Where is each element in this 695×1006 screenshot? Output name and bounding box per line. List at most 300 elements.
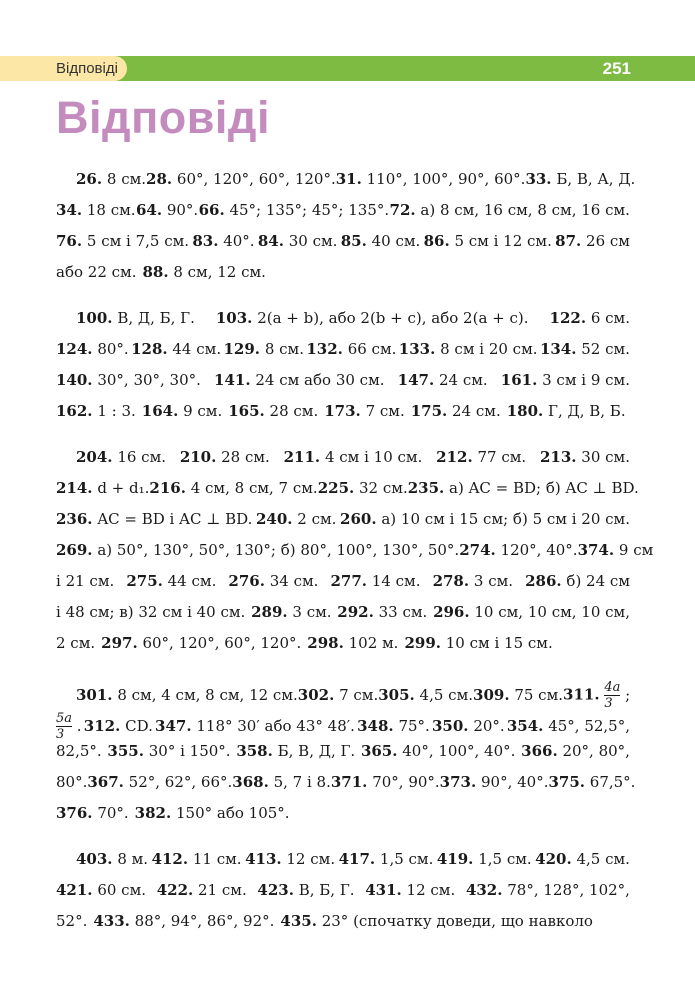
answer-item bbox=[56, 232, 189, 250]
answer-item bbox=[56, 510, 252, 528]
answer-item bbox=[540, 448, 630, 466]
answer-line bbox=[56, 742, 630, 773]
answer-item bbox=[228, 402, 318, 420]
answer-text: Г, Д, В, Б. bbox=[543, 402, 626, 420]
exercise-number: 28. bbox=[146, 170, 173, 188]
answer-text: AC = BD і AC ⊥ BD. bbox=[92, 510, 253, 528]
exercise-number: 277. bbox=[330, 572, 368, 590]
answer-text: CD. bbox=[120, 716, 153, 735]
exercise-number: 66. bbox=[198, 201, 225, 219]
exercise-number: 211. bbox=[283, 448, 321, 466]
answer-text: 5 см і 7,5 см. bbox=[82, 232, 190, 250]
answer-text: Б, В, А, Д. bbox=[551, 170, 636, 188]
answer-text: В, Б, Г. bbox=[293, 881, 355, 899]
answer-item bbox=[135, 804, 290, 822]
answer-text: 8 м. bbox=[112, 850, 149, 868]
answer-text: 1 : 3. bbox=[92, 402, 136, 420]
exercise-number: 34. bbox=[56, 201, 83, 219]
answer-text: 4,5 см. bbox=[414, 685, 474, 704]
exercise-number: 225. bbox=[317, 479, 355, 497]
answer-text: 60 см. bbox=[92, 881, 147, 899]
answer-item bbox=[433, 603, 630, 621]
answer-item bbox=[126, 572, 216, 590]
answer-line bbox=[56, 773, 636, 804]
answer-item bbox=[146, 170, 336, 188]
answer-item bbox=[507, 717, 630, 735]
answer-text: 24 см або 30 см. bbox=[250, 371, 385, 389]
answer-paragraph bbox=[56, 309, 630, 433]
answer-item bbox=[398, 371, 488, 389]
answer-text: 26 см bbox=[581, 232, 630, 250]
answer-text: 118° 30′ або 43° 48′. bbox=[191, 716, 355, 735]
answer-text: 32 см. bbox=[354, 479, 408, 497]
exercise-number: 435. bbox=[280, 912, 317, 930]
answer-item bbox=[56, 402, 136, 420]
answer-text: 20°. bbox=[468, 716, 505, 735]
answer-text: 40 см. bbox=[366, 232, 421, 250]
answer-text: 40°, 100°, 40°. bbox=[397, 742, 516, 760]
answer-line bbox=[56, 804, 630, 835]
exercise-number: 129. bbox=[223, 340, 261, 358]
exercise-number: 87. bbox=[555, 232, 582, 250]
answer-item bbox=[473, 686, 563, 704]
exercise-number: 122. bbox=[549, 309, 587, 327]
exercise-number: 350. bbox=[432, 716, 469, 735]
answer-text: 30 см. bbox=[576, 448, 630, 466]
exercise-number: 276. bbox=[228, 572, 265, 590]
answer-item bbox=[459, 541, 577, 559]
answer-line bbox=[56, 634, 630, 665]
answer-text: 10 см і 15 см. bbox=[441, 634, 553, 652]
exercise-number: 274. bbox=[459, 541, 496, 559]
answer-item bbox=[142, 402, 222, 420]
answer-text: 30 см. bbox=[283, 232, 338, 250]
exercise-number: 85. bbox=[340, 232, 367, 250]
answer-item bbox=[437, 850, 532, 868]
answer-text: 52 см. bbox=[576, 340, 630, 358]
answer-text: а) 8 см, 16 см, 8 см, 16 см. bbox=[415, 201, 630, 219]
answer-text: 12 см. bbox=[401, 881, 456, 899]
exercise-number: 374. bbox=[577, 541, 615, 559]
answer-text: 11 см. bbox=[188, 850, 242, 868]
exercise-number: 31. bbox=[335, 170, 362, 188]
answer-item bbox=[307, 634, 398, 652]
answer-item bbox=[357, 717, 430, 735]
answer-line bbox=[56, 371, 630, 402]
answer-item bbox=[76, 170, 146, 188]
answer-item bbox=[236, 742, 355, 760]
exercise-number: 382. bbox=[134, 804, 172, 822]
exercise-number: 423. bbox=[257, 881, 294, 899]
answer-item bbox=[341, 232, 421, 250]
exercise-number: 298. bbox=[307, 634, 344, 652]
answer-item bbox=[228, 572, 318, 590]
answer-text: $\frac{5a}{3}$ . bbox=[56, 711, 82, 742]
answer-text: і 48 см; в) 32 см і 40 см. bbox=[56, 603, 246, 621]
exercise-number: 413. bbox=[245, 850, 282, 868]
answer-text: 40°. bbox=[218, 232, 255, 250]
exercise-number: 88. bbox=[142, 263, 169, 281]
exercise-number: 347. bbox=[155, 716, 192, 735]
answer-text: 66 см. bbox=[342, 340, 397, 358]
exercise-number: 299. bbox=[404, 634, 441, 652]
answer-item bbox=[361, 742, 515, 760]
answer-item bbox=[550, 309, 630, 327]
exercise-number: 419. bbox=[436, 850, 474, 868]
answer-text: 4 см, 8 см, 7 см. bbox=[185, 479, 318, 497]
page-number: 251 bbox=[602, 59, 631, 78]
answer-item bbox=[56, 742, 102, 760]
exercise-number: 133. bbox=[398, 340, 436, 358]
answer-text: 120°, 40°. bbox=[495, 541, 578, 559]
answer-item bbox=[555, 232, 630, 250]
exercise-number: 368. bbox=[232, 773, 269, 791]
exercise-number: 417. bbox=[338, 850, 376, 868]
answer-item bbox=[525, 572, 630, 590]
exercise-number: 312. bbox=[83, 716, 121, 735]
answer-item bbox=[224, 340, 304, 358]
answer-text: 16 см. bbox=[112, 448, 167, 466]
answer-line bbox=[56, 541, 654, 572]
answer-text: 150° або 105°. bbox=[171, 804, 290, 822]
answer-line bbox=[56, 402, 630, 433]
answer-text: 8 см. bbox=[102, 170, 147, 188]
answer-item bbox=[199, 201, 390, 219]
answer-item bbox=[466, 881, 630, 899]
exercise-number: 355. bbox=[107, 742, 144, 760]
answer-text: 88°, 94°, 86°, 92°. bbox=[129, 912, 275, 930]
answer-item bbox=[563, 680, 630, 711]
answer-item bbox=[56, 773, 87, 791]
exercise-number: 26. bbox=[76, 170, 103, 188]
answer-item bbox=[214, 371, 384, 389]
answer-item bbox=[76, 686, 298, 704]
exercise-number: 412. bbox=[151, 850, 189, 868]
answer-text: 2 см. bbox=[56, 634, 96, 652]
answer-item bbox=[142, 263, 266, 281]
answer-item bbox=[324, 402, 404, 420]
exercise-number: 161. bbox=[500, 371, 538, 389]
exercise-number: 275. bbox=[126, 572, 163, 590]
answer-text: 3 см. bbox=[287, 603, 332, 621]
answer-item bbox=[318, 479, 408, 497]
answer-item bbox=[56, 804, 129, 822]
answer-text: 18 см. bbox=[82, 201, 136, 219]
answer-item bbox=[390, 201, 630, 219]
answer-item bbox=[56, 912, 87, 930]
answer-text: 3 см і 9 см. bbox=[537, 371, 630, 389]
exercise-number: 204. bbox=[76, 448, 113, 466]
answer-paragraph bbox=[56, 850, 630, 943]
answer-text: 90°. bbox=[162, 201, 199, 219]
answer-item bbox=[340, 510, 630, 528]
exercise-number: 140. bbox=[56, 371, 93, 389]
answer-item bbox=[56, 340, 129, 358]
answer-line bbox=[56, 850, 630, 881]
exercise-number: 289. bbox=[251, 603, 288, 621]
answer-line bbox=[56, 572, 630, 603]
fraction: $\frac{5a}{3}$ bbox=[56, 711, 73, 742]
answer-text: 52°, 62°, 66°. bbox=[123, 773, 233, 791]
answer-text: 7 см. bbox=[360, 402, 405, 420]
answer-item bbox=[436, 448, 526, 466]
exercise-number: 302. bbox=[297, 685, 335, 704]
answer-text: 80°. bbox=[56, 773, 88, 791]
answer-text: 8 см, 4 см, 8 см, 12 см. bbox=[112, 685, 298, 704]
answer-item bbox=[131, 340, 221, 358]
answer-text: 44 см. bbox=[167, 340, 222, 358]
answer-item bbox=[216, 309, 529, 327]
answer-item bbox=[424, 232, 552, 250]
answer-line bbox=[56, 479, 639, 510]
exercise-number: 373. bbox=[439, 773, 477, 791]
answer-line bbox=[56, 170, 636, 201]
answer-item bbox=[245, 850, 335, 868]
answer-item bbox=[56, 572, 114, 590]
answer-item bbox=[548, 773, 635, 791]
answer-line bbox=[56, 711, 630, 742]
answer-text: 4,5 см. bbox=[571, 850, 630, 868]
answer-line bbox=[56, 340, 630, 371]
answer-item bbox=[56, 881, 146, 899]
answer-item bbox=[258, 232, 338, 250]
answer-text: 8 см і 20 см. bbox=[435, 340, 538, 358]
answer-text: Б, В, Д, Г. bbox=[272, 742, 356, 760]
exercise-number: 376. bbox=[56, 804, 93, 822]
answer-text: 45°; 135°; 45°; 135°. bbox=[224, 201, 390, 219]
answer-item bbox=[157, 881, 247, 899]
exercise-number: 165. bbox=[228, 402, 265, 420]
exercise-number: 305. bbox=[378, 685, 415, 704]
exercise-number: 297. bbox=[101, 634, 138, 652]
answer-text: 5, 7 і 8. bbox=[268, 773, 331, 791]
section-tab: Відповіді bbox=[0, 56, 127, 81]
answer-item bbox=[76, 448, 166, 466]
answer-item bbox=[256, 510, 336, 528]
answer-item bbox=[337, 603, 427, 621]
answer-item bbox=[404, 634, 552, 652]
exercise-number: 358. bbox=[236, 742, 273, 760]
answer-item bbox=[149, 479, 317, 497]
answer-text: 9 см bbox=[614, 541, 654, 559]
answer-line bbox=[56, 232, 630, 263]
answer-line bbox=[56, 309, 630, 340]
answer-item bbox=[306, 340, 396, 358]
exercise-number: 348. bbox=[357, 716, 394, 735]
answer-text: 70°. bbox=[92, 804, 129, 822]
answer-text: 28 см. bbox=[216, 448, 270, 466]
answer-paragraph bbox=[56, 680, 636, 835]
exercise-number: 422. bbox=[156, 881, 194, 899]
answer-line bbox=[56, 510, 630, 541]
answer-text: 52°. bbox=[56, 912, 88, 930]
answer-text: 4 см і 10 см. bbox=[320, 448, 423, 466]
exercise-number: 431. bbox=[365, 881, 402, 899]
exercise-number: 76. bbox=[56, 232, 83, 250]
answer-item bbox=[56, 479, 149, 497]
answer-item bbox=[107, 742, 230, 760]
answer-item bbox=[56, 263, 136, 281]
answer-item bbox=[56, 603, 245, 621]
answer-text: 30°, 30°, 30°. bbox=[92, 371, 201, 389]
answer-text: 60°, 120°, 60°, 120°. bbox=[172, 170, 336, 188]
answer-item bbox=[284, 448, 423, 466]
answer-item bbox=[433, 572, 513, 590]
answer-text: 10 см, 10 см, 10 см, bbox=[469, 603, 630, 621]
answer-text: 23° (спочатку доведи, що навколо bbox=[316, 912, 593, 930]
exercise-number: 64. bbox=[135, 201, 163, 219]
answer-line bbox=[56, 263, 630, 294]
answer-text: 34 см. bbox=[264, 572, 319, 590]
answer-text: 24 см. bbox=[434, 371, 488, 389]
exercise-number: 260. bbox=[340, 510, 377, 528]
exercise-number: 292. bbox=[337, 603, 374, 621]
answer-text: 12 см. bbox=[281, 850, 336, 868]
answer-item bbox=[87, 773, 232, 791]
answer-item bbox=[101, 634, 301, 652]
answer-text: 30° і 150°. bbox=[143, 742, 231, 760]
fraction: $\frac{4a}{3}$ bbox=[604, 680, 621, 711]
answer-text: 75°. bbox=[393, 716, 430, 735]
exercise-number: 132. bbox=[306, 340, 343, 358]
answer-item bbox=[525, 170, 635, 188]
exercise-number: 216. bbox=[149, 479, 186, 497]
exercise-number: 124. bbox=[56, 340, 93, 358]
answer-item bbox=[251, 603, 331, 621]
exercise-number: 72. bbox=[389, 201, 416, 219]
exercise-number: 278. bbox=[432, 572, 470, 590]
answer-text: $\frac{4a}{3}$ ; bbox=[604, 680, 631, 711]
exercise-number: 421. bbox=[56, 881, 93, 899]
exercise-number: 375. bbox=[548, 773, 586, 791]
answer-line bbox=[56, 912, 630, 943]
answer-item bbox=[56, 541, 459, 559]
answer-item bbox=[365, 881, 455, 899]
answer-item bbox=[521, 742, 630, 760]
exercise-number: 103. bbox=[215, 309, 253, 327]
answer-item bbox=[155, 717, 355, 735]
answer-text: 21 см. bbox=[193, 881, 247, 899]
answer-text: 70°, 90°. bbox=[367, 773, 440, 791]
exercise-number: 213. bbox=[539, 448, 577, 466]
answer-item bbox=[180, 448, 270, 466]
answer-text: 80°. bbox=[92, 340, 129, 358]
exercise-number: 33. bbox=[525, 170, 552, 188]
answer-item bbox=[56, 634, 95, 652]
answer-line bbox=[56, 881, 630, 912]
answer-item bbox=[232, 773, 331, 791]
exercise-number: 173. bbox=[324, 402, 361, 420]
exercise-number: 367. bbox=[87, 773, 124, 791]
exercise-number: 309. bbox=[473, 685, 510, 704]
answer-text: 75 см. bbox=[509, 685, 564, 704]
exercise-number: 354. bbox=[506, 716, 544, 735]
answer-text: а) AC = BD; б) AC ⊥ BD. bbox=[444, 479, 639, 497]
exercise-number: 180. bbox=[506, 402, 544, 420]
exercise-number: 296. bbox=[433, 603, 470, 621]
answer-text: 3 см. bbox=[469, 572, 514, 590]
exercise-number: 301. bbox=[76, 685, 113, 704]
page-title: Відповіді bbox=[56, 92, 270, 143]
answer-text: 6 см. bbox=[586, 309, 630, 327]
answer-item bbox=[535, 850, 630, 868]
exercise-number: 212. bbox=[436, 448, 473, 466]
answer-paragraph bbox=[56, 448, 654, 665]
answer-item bbox=[84, 717, 153, 735]
exercise-number: 286. bbox=[525, 572, 562, 590]
exercise-number: 175. bbox=[410, 402, 448, 420]
answer-line bbox=[56, 680, 630, 711]
answer-text: б) 24 см bbox=[561, 572, 630, 590]
answer-item bbox=[501, 371, 630, 389]
answer-item bbox=[408, 479, 639, 497]
answer-item bbox=[540, 340, 630, 358]
answer-item bbox=[432, 717, 505, 735]
answer-text: 28 см. bbox=[264, 402, 319, 420]
exercise-number: 134. bbox=[539, 340, 577, 358]
exercise-number: 366. bbox=[521, 742, 558, 760]
answer-text: 90°, 40°. bbox=[476, 773, 549, 791]
answer-text: 60°, 120°, 60°, 120°. bbox=[137, 634, 302, 652]
answer-item bbox=[578, 541, 654, 559]
exercise-number: 83. bbox=[192, 232, 219, 250]
answer-text: 110°, 100°, 90°, 60°. bbox=[361, 170, 526, 188]
exercise-number: 128. bbox=[131, 340, 168, 358]
answer-text: 1,5 см. bbox=[375, 850, 434, 868]
answer-line bbox=[56, 201, 630, 232]
answer-paragraph bbox=[56, 170, 636, 294]
answer-text: 1,5 см. bbox=[473, 850, 532, 868]
answer-item bbox=[298, 686, 378, 704]
answer-text: 78°, 128°, 102°, bbox=[502, 881, 630, 899]
answer-text: 33 см. bbox=[373, 603, 428, 621]
answer-text: 8 см. bbox=[260, 340, 304, 358]
exercise-number: 311. bbox=[563, 685, 600, 704]
exercise-number: 236. bbox=[56, 510, 93, 528]
answer-item bbox=[411, 402, 501, 420]
answer-item bbox=[378, 686, 473, 704]
exercise-number: 371. bbox=[330, 773, 368, 791]
answer-item bbox=[280, 912, 593, 930]
exercise-number: 141. bbox=[214, 371, 251, 389]
answer-text: 2 см. bbox=[292, 510, 337, 528]
answer-text: 45°, 52,5°, bbox=[543, 716, 630, 735]
answer-item bbox=[56, 371, 201, 389]
answer-text: або 22 см. bbox=[56, 263, 137, 281]
exercise-number: 214. bbox=[56, 479, 93, 497]
exercise-number: 235. bbox=[407, 479, 445, 497]
exercise-number: 240. bbox=[255, 510, 293, 528]
answer-item bbox=[152, 850, 242, 868]
answer-item bbox=[257, 881, 354, 899]
answer-text: 14 см. bbox=[367, 572, 421, 590]
answer-line bbox=[56, 448, 630, 479]
answer-text: 77 см. bbox=[472, 448, 527, 466]
answer-item bbox=[192, 232, 254, 250]
answer-text: d + d₁. bbox=[92, 479, 150, 497]
exercise-number: 162. bbox=[56, 402, 93, 420]
answer-item bbox=[93, 912, 274, 930]
answer-text: 24 см. bbox=[447, 402, 501, 420]
answer-text: а) 50°, 130°, 50°, 130°; б) 80°, 100°, 130°, 50°. bbox=[92, 541, 460, 559]
exercise-number: 210. bbox=[179, 448, 217, 466]
answer-text: 20°, 80°, bbox=[557, 742, 630, 760]
answer-item bbox=[76, 850, 148, 868]
answer-item bbox=[339, 850, 434, 868]
answer-item bbox=[440, 773, 549, 791]
answer-item bbox=[336, 170, 526, 188]
answer-text: 67,5°. bbox=[585, 773, 636, 791]
